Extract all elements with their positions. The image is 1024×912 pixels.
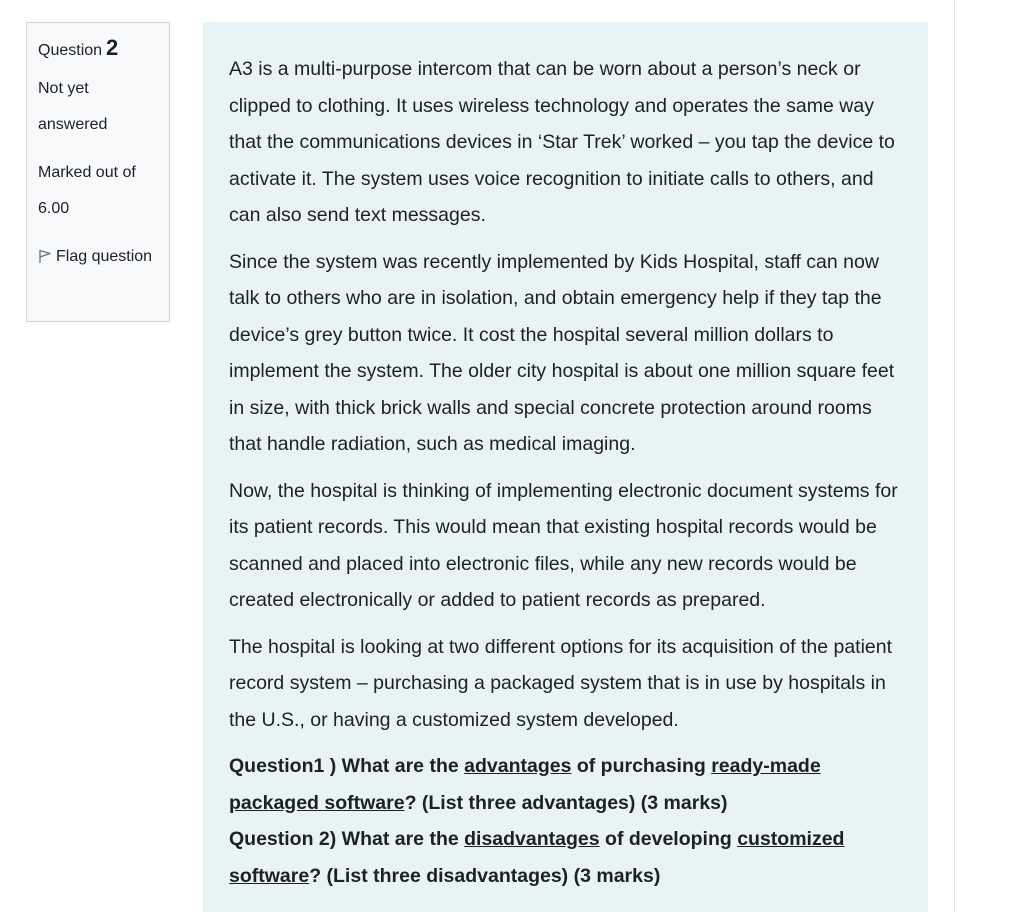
question-grade: Marked out of 6.00 xyxy=(38,164,136,217)
question-number-value: 2 xyxy=(106,35,119,60)
question-text-panel xyxy=(203,22,928,912)
question-paragraph: A3 is a multi-purpose intercom that can be worn about a person’s neck or clipped to clothing. It uses wireless technology and operates the same way that the communications devices in ‘Star Trek’ worked – you tap the device to activate it. The system uses voice recognition to initiate calls to others, and can also send text messages. xyxy=(229,58,895,226)
sub-question-1-topic: ready-made packaged software xyxy=(229,755,821,814)
sub-question-2-suffix: ? (List three disadvantages) (3 marks) xyxy=(309,864,661,887)
question-state: Not yet answered xyxy=(38,80,108,133)
question-label: Question xyxy=(38,42,103,59)
sub-question-2 xyxy=(229,821,908,894)
sub-question-2-keyword: disadvantages xyxy=(464,828,600,850)
sub-question-1 xyxy=(229,748,908,821)
question-paragraph: Since the system was recently implemented by Kids Hospital, staff can now talk to others who are in isolation, and obtain emergency help if they tap the device’s grey button twice. It cost the hospital several million dollars to implement the system. The older city hospital is about one million square feet in size, with thick brick walls and special concrete protection around rooms that handle radiation, such as medical imaging. xyxy=(229,250,895,455)
sub-question-2-mid: of developing xyxy=(599,828,738,850)
question-paragraph: Now, the hospital is thinking of implementing electronic document systems for its patient records. This would mean that existing hospital records would be scanned and placed into electronic files, while any new records would be created electronically or added to patient records as prepared. xyxy=(229,479,898,611)
sub-question-1-mid: of purchasing xyxy=(571,755,712,777)
flag-question-link[interactable] xyxy=(38,239,158,275)
sub-question-2-prefix: Question 2) What are the xyxy=(229,828,465,850)
sub-question-2-topic: customized software xyxy=(229,828,845,887)
flag-question-label: Flag question xyxy=(56,248,153,265)
sub-question-1-suffix: ? (List three advantages) (3 marks) xyxy=(404,791,728,814)
question-paragraph: The hospital is looking at two different options for its acquisition of the patient record system – purchasing a packaged system that is in use by hospitals in the U.S., or having a customized system developed. xyxy=(229,635,893,731)
question-number xyxy=(38,34,158,65)
flag-icon xyxy=(38,248,52,264)
sub-question-1-prefix: Question1 ) What are the xyxy=(229,755,465,777)
page-divider xyxy=(954,0,955,912)
question-info-panel xyxy=(26,22,170,322)
sub-question-1-keyword: advantages xyxy=(464,755,572,777)
